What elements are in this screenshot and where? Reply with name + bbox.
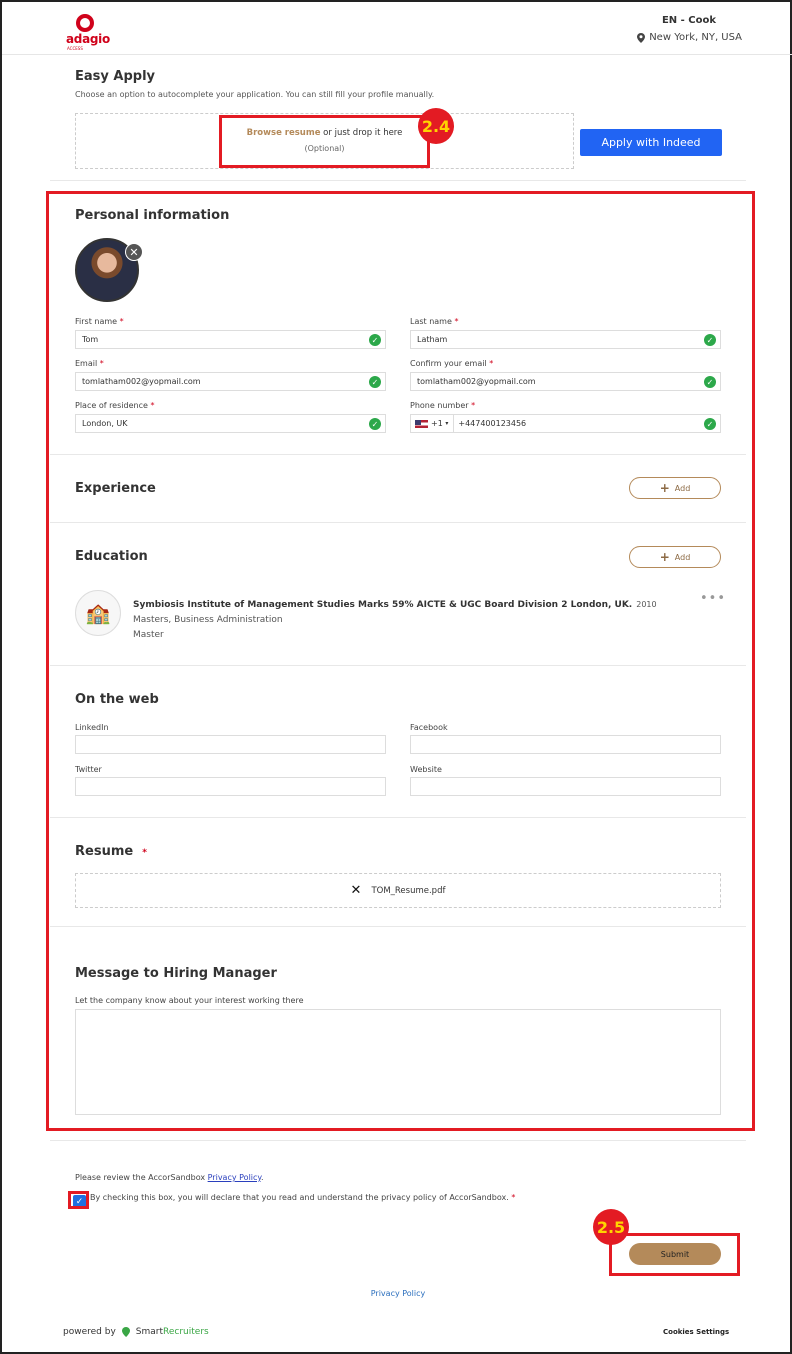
confirm-email-field[interactable]: tomlatham002@yopmail.com ✓ [410, 372, 721, 391]
privacy-policy-link[interactable]: Privacy Policy [207, 1173, 262, 1182]
confirm-email-label: Confirm your email * [410, 359, 494, 368]
twitter-label: Twitter [75, 765, 102, 774]
phone-label: Phone number * [410, 401, 476, 410]
location-text: New York, NY, USA [649, 32, 742, 43]
remove-photo-icon[interactable]: ✕ [125, 243, 143, 261]
resume-title: Resume * [75, 844, 147, 859]
us-flag-icon [415, 420, 428, 428]
linkedin-field[interactable] [75, 735, 386, 754]
education-school: Symbiosis Institute of Management Studies Marks 59% AICTE & UGC Board Division 2 London, UK. 2010 [133, 600, 657, 610]
valid-check-icon: ✓ [704, 376, 716, 388]
logo-icon [76, 14, 94, 32]
consent-checkbox[interactable]: ✓ [73, 1195, 86, 1208]
last-name-field[interactable]: Latham ✓ [410, 330, 721, 349]
resume-filename: TOM_Resume.pdf [371, 885, 446, 896]
valid-check-icon: ✓ [369, 418, 381, 430]
facebook-label: Facebook [410, 723, 448, 732]
on-the-web-title: On the web [75, 692, 159, 707]
education-title: Education [75, 549, 148, 564]
phone-field[interactable]: +1 ▾ +447400123456 ✓ [410, 414, 721, 433]
drop-text: or just drop it here [320, 128, 403, 138]
annotation-box-checkbox [68, 1191, 89, 1209]
first-name-label: First name * [75, 317, 124, 326]
last-name-label: Last name * [410, 317, 459, 326]
education-degree: Masters, Business Administration [133, 615, 283, 625]
message-textarea[interactable] [75, 1009, 721, 1115]
first-name-field[interactable]: Tom ✓ [75, 330, 386, 349]
privacy-review-text: Please review the AccorSandbox Privacy Policy. [75, 1173, 264, 1182]
easy-apply-subtitle: Choose an option to autocomplete your application. You can still fill your profile manually. [75, 90, 435, 99]
logo[interactable]: adagio [66, 32, 110, 46]
message-hint: Let the company know about your interest working there [75, 996, 304, 1005]
add-education-button[interactable]: + Add [629, 546, 721, 568]
plus-icon: + [659, 550, 670, 564]
powered-by-label: powered by [63, 1327, 116, 1337]
email-label: Email * [75, 359, 104, 368]
powered-by [63, 1327, 209, 1337]
language-selector[interactable]: EN - Cook [661, 15, 716, 26]
easy-apply-title: Easy Apply [75, 69, 155, 84]
plus-icon: + [659, 481, 670, 495]
website-field[interactable] [410, 777, 721, 796]
submit-button[interactable]: Submit [629, 1243, 721, 1265]
section-divider [50, 1140, 746, 1141]
message-title: Message to Hiring Manager [75, 966, 277, 981]
school-icon: 🏫 [75, 590, 121, 636]
chevron-down-icon: ▾ [445, 420, 449, 427]
browse-resume-link[interactable]: Browse resume [246, 128, 321, 138]
country-code-selector[interactable]: +1 ▾ [415, 415, 454, 432]
annotation-badge-2-5: 2.5 [593, 1209, 629, 1245]
cookies-settings-link[interactable]: Cookies Settings [663, 1328, 730, 1336]
footer-privacy-link[interactable]: Privacy Policy [370, 1289, 426, 1298]
valid-check-icon: ✓ [704, 418, 716, 430]
logo-subtitle: ACCESS [67, 46, 83, 51]
job-location [637, 32, 742, 43]
header-divider [2, 54, 792, 55]
annotation-box-submit [609, 1233, 740, 1276]
residence-field[interactable]: London, UK ✓ [75, 414, 386, 433]
annotation-box-browse [219, 115, 430, 168]
education-level: Master [133, 630, 164, 640]
remove-file-icon[interactable]: ✕ [350, 883, 362, 898]
section-divider [50, 926, 746, 927]
section-divider [50, 817, 746, 818]
optional-label: (Optional) [304, 144, 345, 153]
annotation-badge-2-4: 2.4 [418, 108, 454, 144]
valid-check-icon: ✓ [369, 376, 381, 388]
twitter-field[interactable] [75, 777, 386, 796]
facebook-field[interactable] [410, 735, 721, 754]
section-divider [50, 665, 746, 666]
apply-with-indeed-button[interactable]: Apply with Indeed [580, 129, 722, 156]
linkedin-label: LinkedIn [75, 723, 109, 732]
resume-file-box[interactable] [75, 873, 721, 908]
website-label: Website [410, 765, 442, 774]
location-pin-icon [637, 33, 645, 43]
personal-info-title: Personal information [75, 208, 230, 223]
education-year: 2010 [636, 600, 657, 609]
section-divider [50, 522, 746, 523]
valid-check-icon: ✓ [704, 334, 716, 346]
smartrecruiters-pin-icon [122, 1327, 130, 1337]
email-field[interactable]: tomlatham002@yopmail.com ✓ [75, 372, 386, 391]
section-divider [50, 180, 746, 181]
section-divider [50, 454, 746, 455]
residence-label: Place of residence * [75, 401, 155, 410]
experience-title: Experience [75, 481, 156, 496]
more-options-icon[interactable]: ••• [700, 591, 727, 606]
add-experience-button[interactable]: + Add [629, 477, 721, 499]
smartrecruiters-logo[interactable]: SmartRecruiters [135, 1327, 209, 1337]
consent-label: By checking this box, you will declare that you read and understand the privacy policy of AccorSandbox. * [90, 1193, 516, 1202]
valid-check-icon: ✓ [369, 334, 381, 346]
